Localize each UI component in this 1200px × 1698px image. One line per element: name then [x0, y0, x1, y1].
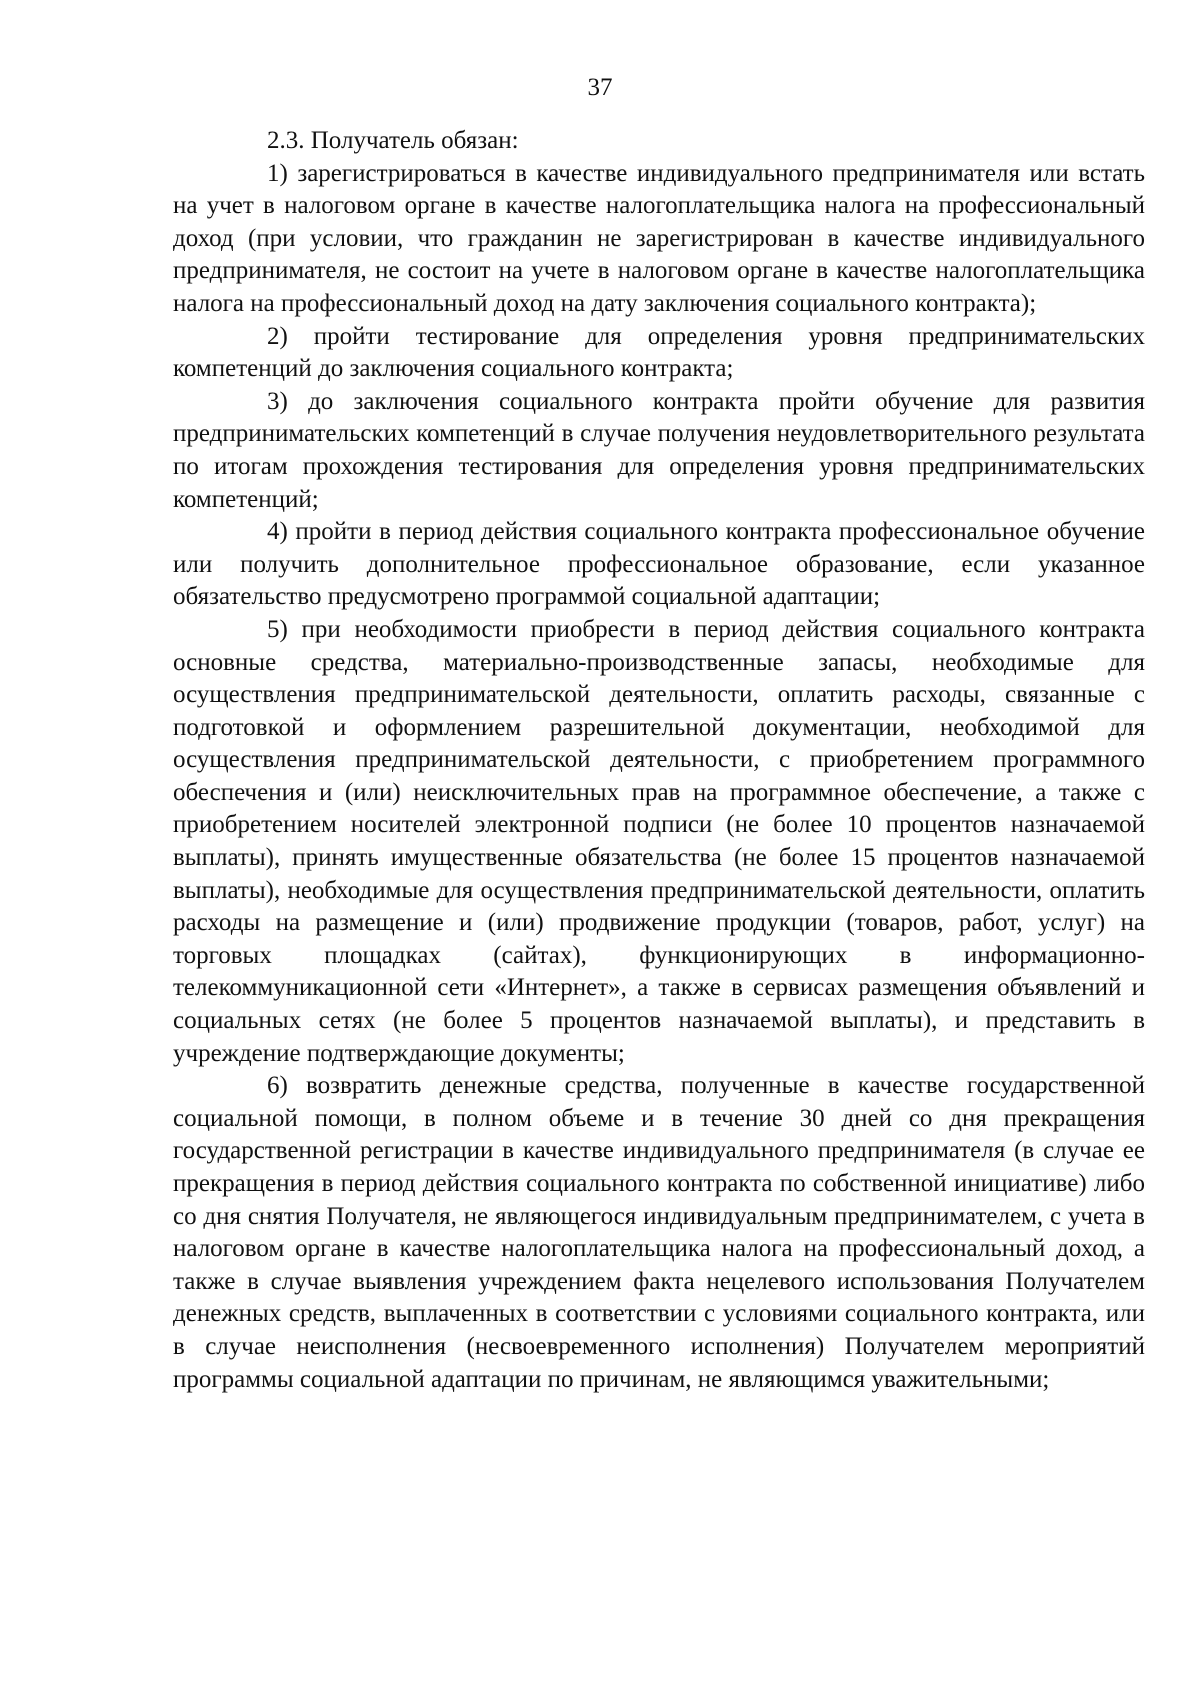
- list-item-3: 3) до заключения социального контракта пройти обучение для развития предпринимательских компетенций в случае получения неудовлетворительного результата по итогам прохождения тестирования для определения уровня предпринимательских компетенций;: [173, 387, 1145, 513]
- list-item-1: 1) зарегистрироваться в качестве индивидуального предпринимателя или встать на учет в налоговом органе в качестве налогоплательщика налога на профессиональный доход (при условии, что гражданин не зарегистрирован в качестве индивидуального предпринимателя, не состоит на учете в налоговом органе в качестве налогоплательщика налога на профессиональный доход на дату заключения социального контракта);: [173, 159, 1145, 317]
- page-number: 37: [587, 74, 613, 101]
- list-item-2: 2) пройти тестирование для определения уровня предпринимательских компетенций до заключения социального контракта;: [173, 322, 1145, 383]
- list-item-5: 5) при необходимости приобрести в период действия социального контракта основные средства, материально-производственные запасы, необходимые для осуществления предпринимательской деятельности, оплатить расходы, связанные с подготовкой и оформлением разрешительной документации, необходимой для осуществления предпринимательской деятельности, с приобретением программного обеспечения и (или) неисключительных прав на программное обеспечение, а также с приобретением носителей электронной подписи (не более 10 процентов назначаемой выплаты), принять имущественные обязательства (не более 15 процентов назначаемой выплаты), необходимые для осуществления предпринимательской деятельности, оплатить расходы на размещение и (или) продвижение продукции (товаров, работ, услуг) на торговых площадках (сайтах), функционирующих в информационно-телекоммуникационной сети «Интернет», а также в сервисах размещения объявлений и социальных сетях (не более 5 процентов назначаемой выплаты), и представить в учреждение подтверждающие документы;: [173, 615, 1145, 1067]
- section-heading: 2.3. Получатель обязан:: [267, 127, 519, 154]
- list-item-4: 4) пройти в период действия социального контракта профессиональное обучение или получить дополнительное профессиональное образование, если указанное обязательство предусмотрено программой социальной адаптации;: [173, 518, 1145, 611]
- list-item-6: 6) возвратить денежные средства, полученные в качестве государственной социальной помощи, в полном объеме и в течение 30 дней со дня прекращения государственной регистрации в качестве индивидуального предпринимателя (в случае ее прекращения в период действия социального контракта по собственной инициативе) либо со дня снятия Получателя, не являющегося индивидуальным предпринимателем, с учета в налоговом органе в качестве налогоплательщика налога на профессиональный доход, а также в случае выявления учреждением факта нецелевого использования Получателем денежных средств, выплаченных в соответствии с условиями социального контракта, или в случае неисполнения (несвоевременного исполнения) Получателем мероприятий программы социальной адаптации по причинам, не являющимся уважительными;: [173, 1072, 1145, 1393]
- document-body: [173, 125, 1145, 1396]
